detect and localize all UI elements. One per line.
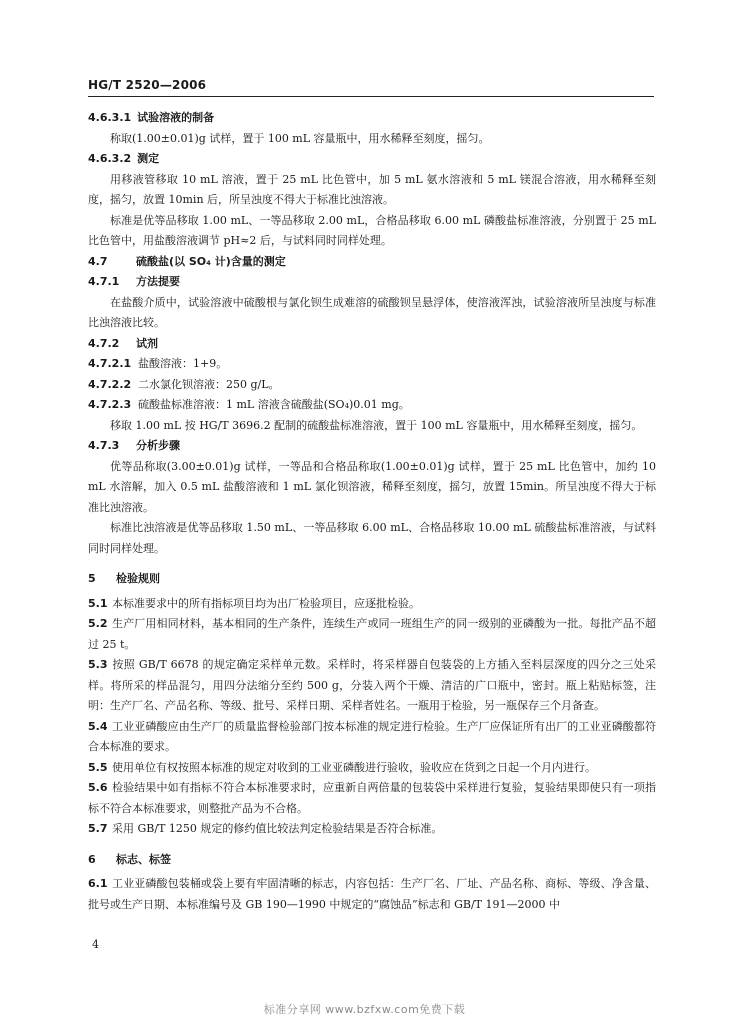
header-rule [88,96,654,97]
section-4-7-heading [88,252,656,273]
paragraph: 在盐酸介质中，试验溶液中硫酸根与氯化钡生成难溶的硫酸钡呈悬浮体，使溶液浑浊，试验溶液所呈浊度与标准比浊溶液比较。 [88,295,656,329]
section-4-6-3-1-heading [88,108,656,129]
clause-5-1 [88,594,656,615]
clause-number: 5.5 [88,760,108,774]
paragraph: 优等品称取(3.00±0.01)g 试样，一等品和合格品称取(1.00±0.01)g 试样，置于 25 mL 比色管中，加约 10 mL 水溶解，加入 0.5 mL 盐酸溶液和 1 mL 氯化钡溶液，稀释至刻度，摇匀，放置 15min。所呈浊度不得大于标准比浊溶液。 [88,459,656,514]
clause-text: 本标准要求中的所有指标项目均为出厂检验项目，应逐批检验。 [112,596,420,610]
section-6-heading [88,850,656,871]
paragraph: 称取(1.00±0.01)g 试样，置于 100 mL 容量瓶中，用水稀释至刻度，摇匀。 [110,131,490,145]
section-4-7-1-heading [88,272,656,293]
reagent-item [88,354,656,375]
item-text: 二水氯化钡溶液：250 g/L。 [138,377,280,391]
reagent-item [88,375,656,396]
clause-number: 5.3 [88,658,108,671]
section-number: 6 [88,852,96,866]
clause-5-2 [88,614,656,655]
section-4-7-3-heading [88,436,656,457]
section-title: 分析步骤 [136,439,180,452]
standard-code: HG/T 2520—2006 [88,78,207,92]
section-number: 4.7.1 [88,275,120,288]
clause-5-6 [88,778,656,819]
paragraph: 标准比浊溶液是优等品移取 1.50 mL、一等品移取 6.00 mL、合格品移取 10.00 mL 硫酸盐标准溶液，与试料同时同样处理。 [88,521,656,555]
section-title: 检验规则 [116,572,160,585]
item-number: 4.7.2.3 [88,398,132,411]
clause-6-1 [88,874,656,915]
clause-number: 5.1 [88,596,108,610]
footer-watermark: 标准分享网 www.bzfxw.com免费下载 [263,1003,466,1016]
section-number: 4.6.3.2 [88,152,132,165]
clause-text: 采用 GB/T 1250 规定的修约值比较法判定检验结果是否符合标准。 [112,822,443,835]
clause-text: 检验结果中如有指标不符合本标准要求时，应重新自两倍量的包装袋中采样进行复验，复验结果即使只有一项指标不符合本标准要求，则整批产品为不合格。 [88,781,656,815]
clause-5-4 [88,717,656,758]
section-number: 4.7 [88,254,108,268]
clause-text: 工业亚磷酸应由生产厂的质量监督检验部门按本标准的规定进行检验。生产厂应保证所有出厂的工业亚磷酸都符合本标准的要求。 [88,719,656,753]
item-text: 硫酸盐标准溶液：1 mL 溶液含硫酸盐(SO₄)0.01 mg。 [138,398,410,411]
clause-number: 5.6 [88,781,108,794]
section-4-7-2-heading [88,334,656,355]
section-title: 方法提要 [136,275,180,288]
clause-5-7 [88,819,656,840]
section-number: 5 [88,572,96,585]
clause-number: 5.2 [88,617,108,630]
section-title: 硫酸盐(以 SO₄ 计)含量的测定 [136,254,286,268]
paragraph: 移取 1.00 mL 按 HG/T 3696.2 配制的硫酸盐标准溶液，置于 100 mL 容量瓶中，用水稀释至刻度，摇匀。 [110,418,643,432]
section-5-heading [88,569,656,590]
section-number: 4.7.2 [88,336,120,350]
clause-number: 6.1 [88,877,108,890]
section-title: 试剂 [136,336,158,350]
clause-text: 生产厂用相同材料，基本相同的生产条件，连续生产或同一班组生产的同一级别的亚磷酸为一批。每批产品不超过 25 t。 [88,617,656,651]
clause-text: 按照 GB/T 6678 的规定确定采样单元数。采样时，将采样器自包装袋的上方插入至料层深度的四分之三处采样。将所采的样品混匀，用四分法缩分至约 500 g，分装入两个干燥、清洁的广口瓶中，密封。瓶上粘贴标签，注明：生产厂名、产品名称、等级、批号、采样日期、采样者姓名。一瓶用于检验，另一瓶保存三个月备查。 [88,658,656,712]
item-number: 4.7.2.2 [88,377,132,391]
clause-5-3 [88,655,656,717]
item-number: 4.7.2.1 [88,357,132,370]
section-title: 测定 [137,152,160,165]
clause-text: 工业亚磷酸包装桶或袋上要有牢固清晰的标志，内容包括：生产厂名、厂址、产品名称、商标、等级、净含量、批号或生产日期、本标准编号及 GB 190—1990 中规定的“腐蚀品”标志和 GB/T 191—2000 中 [88,877,656,911]
section-title: 试验溶液的制备 [137,111,215,124]
clause-5-5 [88,758,656,779]
clause-number: 5.4 [88,719,108,733]
clause-number: 5.7 [88,822,108,835]
document-body [88,108,656,915]
section-number: 4.6.3.1 [88,111,132,124]
paragraph: 用移液管移取 10 mL 溶液，置于 25 mL 比色管中，加 5 mL 氨水溶液和 5 mL 镁混合溶液，用水稀释至刻度，摇匀，放置 10min 后，所呈浊度不得大于标准比浊溶液。 [88,172,656,206]
page-number: 4 [92,938,99,951]
item-text: 盐酸溶液：1+9。 [138,357,228,370]
section-4-6-3-2-heading [88,149,656,170]
section-title: 标志、标签 [116,852,171,866]
paragraph: 标准是优等品移取 1.00 mL、一等品移取 2.00 mL，合格品移取 6.00 mL 磷酸盐标准溶液，分别置于 25 mL 比色管中，用盐酸溶液调节 pH≈2 后，与试料同时同样处理。 [88,213,656,247]
section-number: 4.7.3 [88,439,120,452]
reagent-item [88,395,656,416]
clause-text: 使用单位有权按照本标准的规定对收到的工业亚磷酸进行验收，验收应在货到之日起一个月内进行。 [112,760,596,774]
